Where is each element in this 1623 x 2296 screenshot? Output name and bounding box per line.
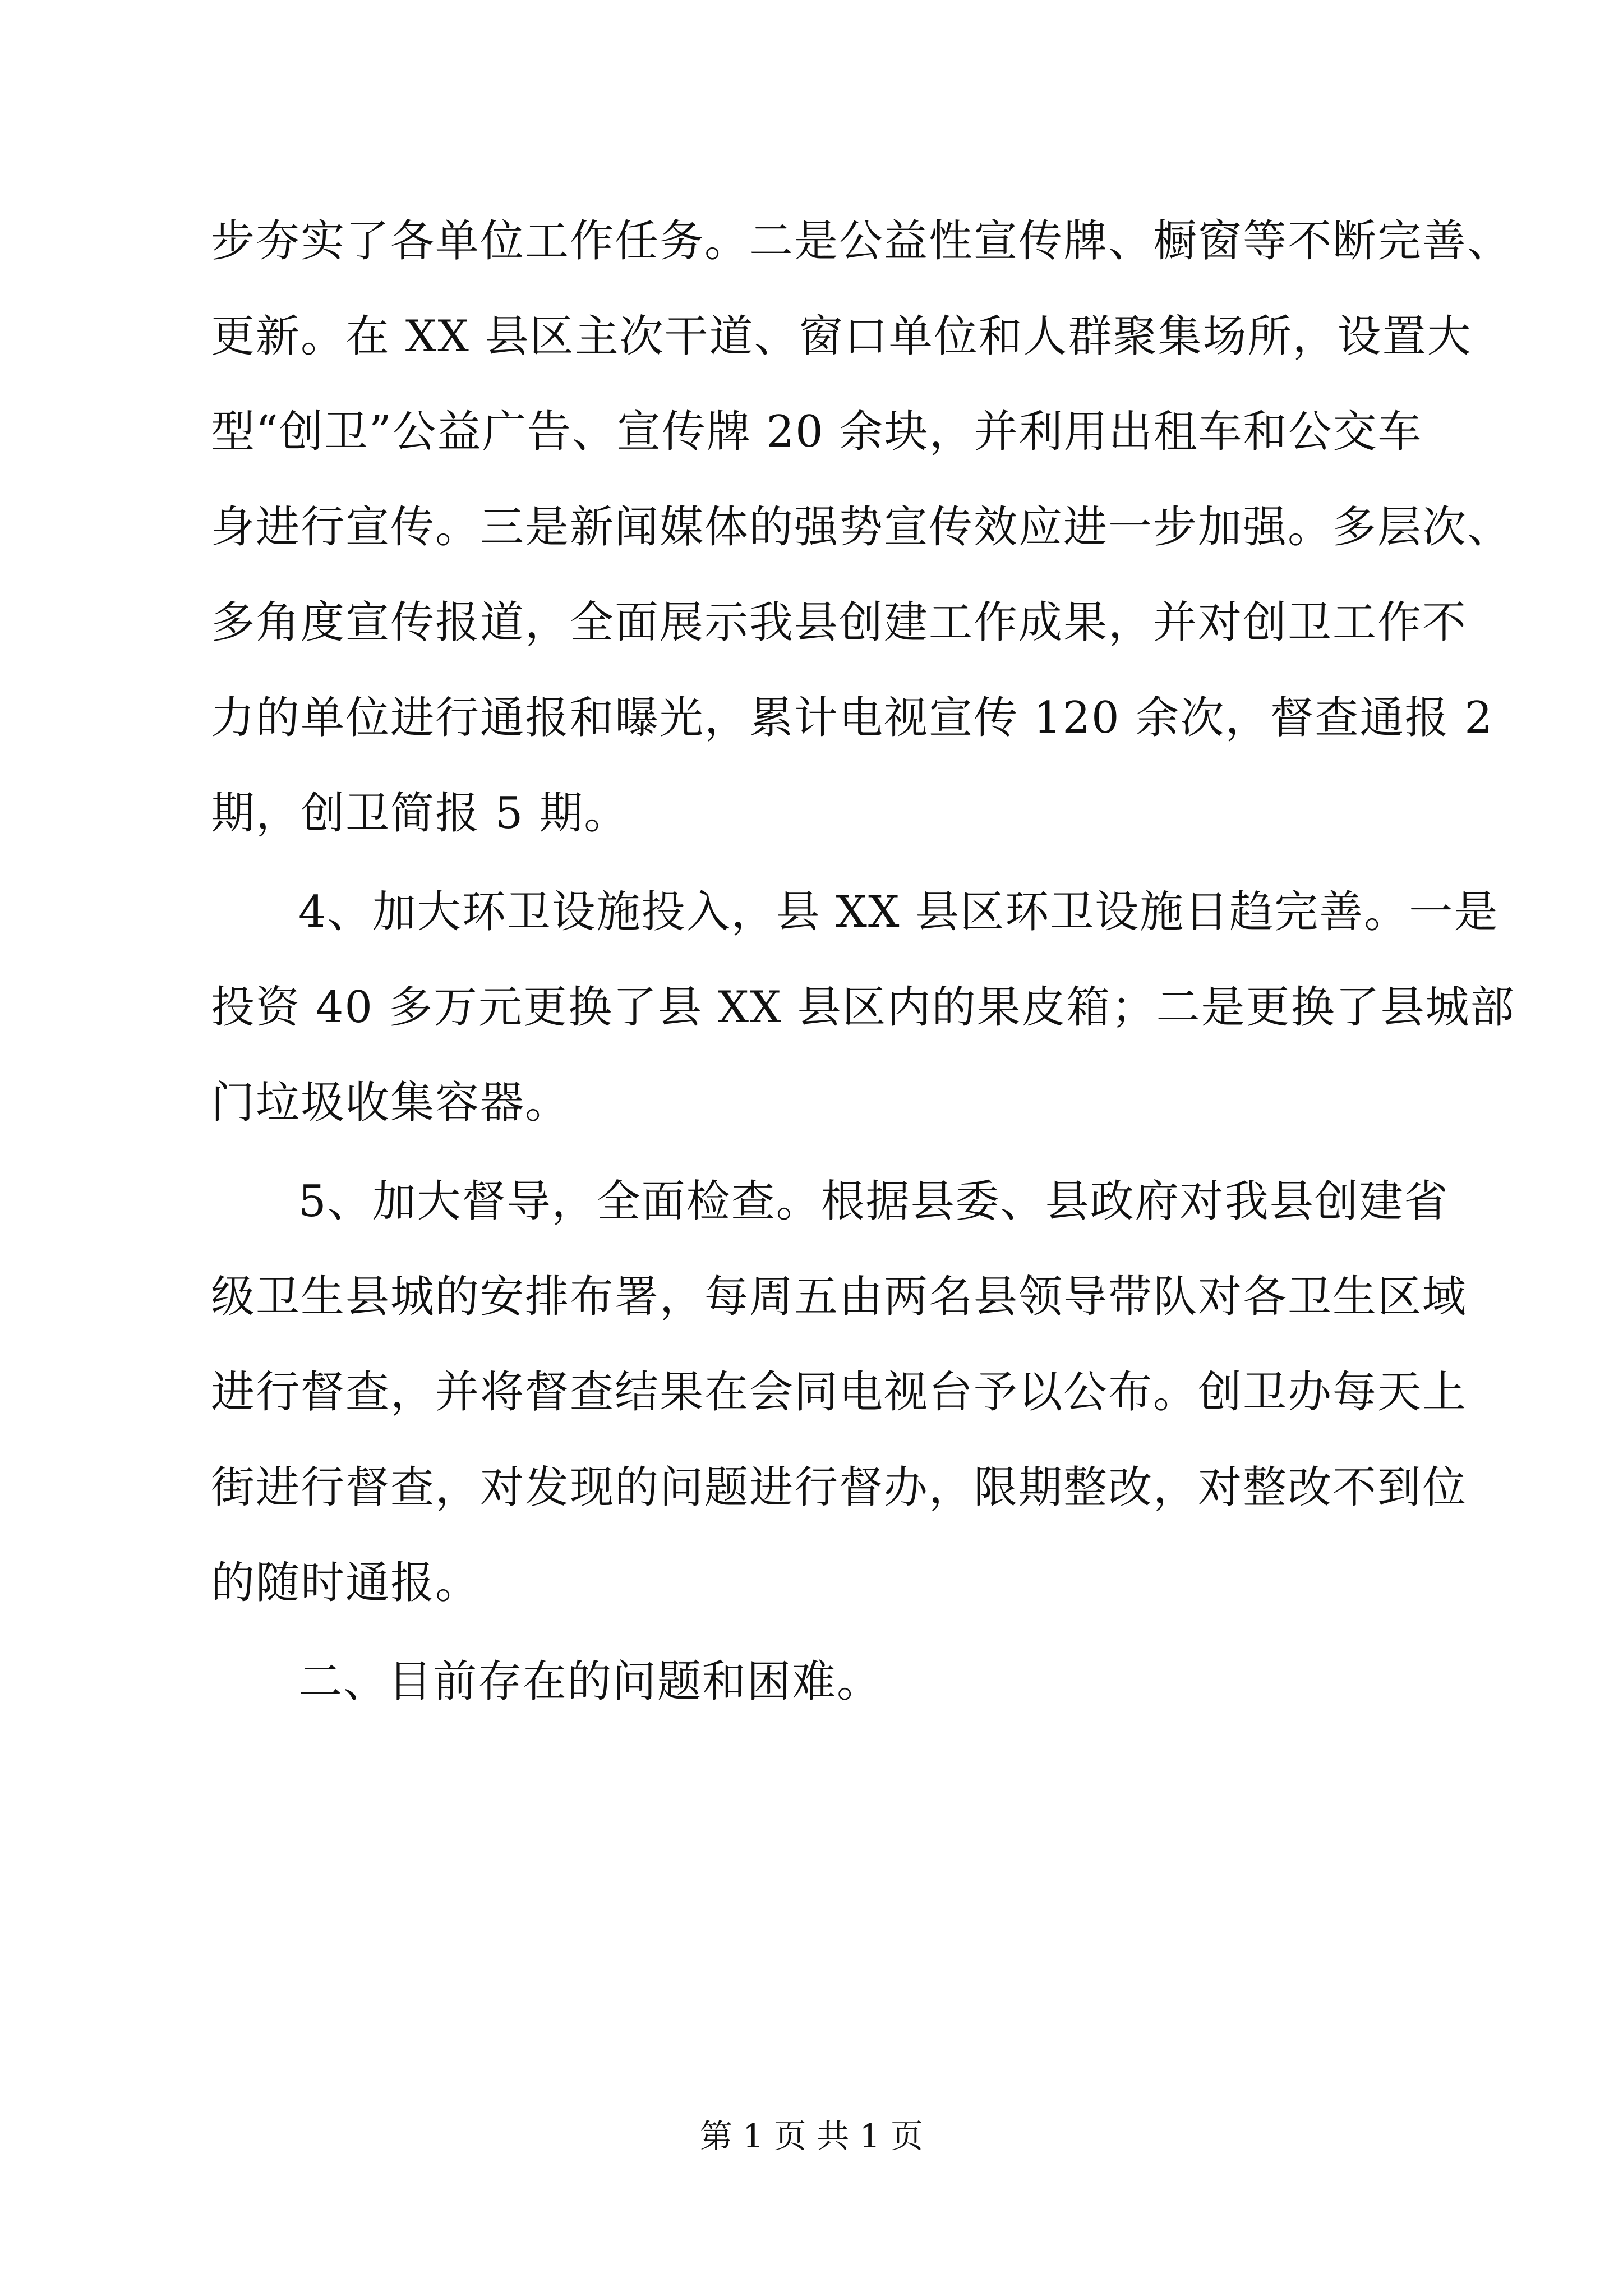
paragraph-line: 街进行督查，对发现的问题进行督办，限期整改，对整改不到位 [211, 1462, 1468, 1513]
paragraph-line: 5、加大督导，全面检查。根据县委、县政府对我县创建省 [298, 1176, 1449, 1227]
paragraph-line: 多角度宣传报道，全面展示我县创建工作成果，并对创卫工作不 [211, 597, 1468, 648]
paragraph-line: 投资 40 多万元更换了县 XX 县区内的果皮箱；二是更换了县城部 [211, 982, 1515, 1033]
paragraph-line: 门垃圾收集容器。 [211, 1078, 570, 1128]
paragraph-line: 更新。在 XX 县区主次干道、窗口单位和人群聚集场所，设置大 [211, 311, 1472, 362]
section-heading: 二、目前存在的问题和困难。 [298, 1657, 882, 1707]
paragraph-line: 期，创卫简报 5 期。 [211, 788, 629, 839]
paragraph-line: 力的单位进行通报和曝光，累计电视宣传 120 余次，督查通报 2 [211, 693, 1493, 743]
paragraph-line: 4、加大环卫设施投入，县 XX 县区环卫设施日趋完善。一是 [298, 887, 1499, 937]
paragraph-line: 级卫生县城的安排布署，每周五由两名县领导带队对各卫生区域 [211, 1272, 1468, 1322]
paragraph-line: 型“创卫”公益广告、宣传牌 20 余块，并利用出租车和公交车 [211, 407, 1423, 457]
paragraph-line: 的随时通报。 [211, 1558, 481, 1608]
paragraph-line: 身进行宣传。三是新闻媒体的强势宣传效应进一步加强。多层次、 [211, 502, 1513, 553]
page-number-footer: 第 1 页 共 1 页 [700, 2117, 923, 2155]
paragraph-line: 步夯实了各单位工作任务。二是公益性宣传牌、橱窗等不断完善、 [211, 216, 1513, 266]
paragraph-line: 进行督查，并将督查结果在会同电视台予以公布。创卫办每天上 [211, 1367, 1468, 1418]
